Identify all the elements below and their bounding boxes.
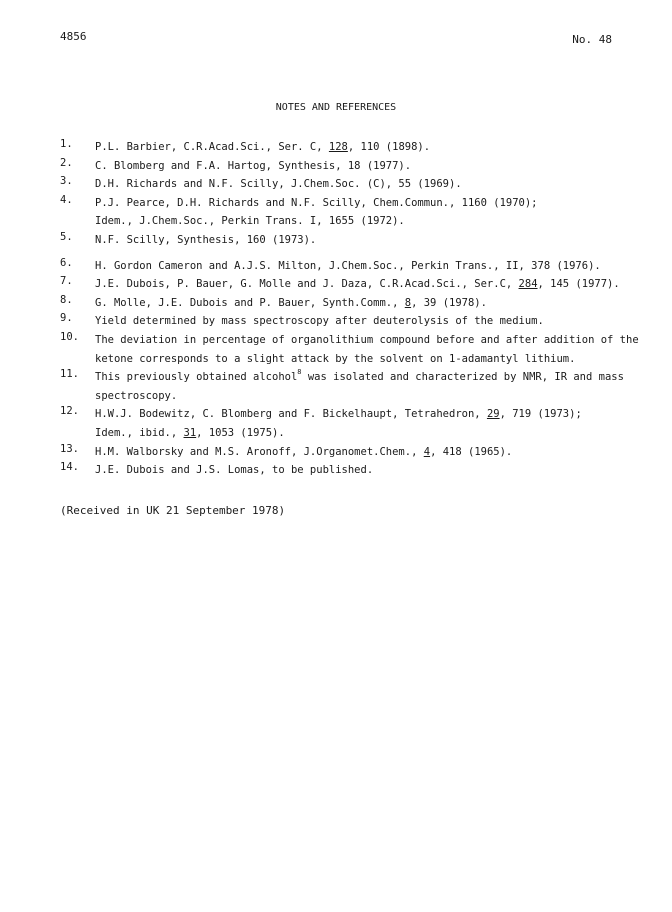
reference-line — [95, 405, 630, 424]
reference-text — [95, 231, 630, 250]
text-segment: J.E. Dubois and J.S. Lomas, to be published. — [95, 464, 374, 477]
reference-item — [60, 175, 630, 194]
received-note: (Received in UK 21 September 1978) — [60, 504, 286, 517]
volume-number: 31 — [183, 426, 197, 439]
reference-number: 9. — [60, 312, 73, 325]
section-heading: NOTES AND REFERENCES — [275, 102, 397, 113]
text-segment: , 719 (1973); — [499, 408, 582, 421]
reference-item — [60, 231, 630, 250]
reference-line — [95, 350, 639, 369]
reference-item — [60, 138, 630, 157]
text-segment: N.F. Scilly, Synthesis, 160 (1973). — [95, 233, 317, 246]
reference-item — [60, 257, 630, 276]
reference-item — [60, 330, 639, 368]
reference-text — [95, 368, 630, 405]
text-segment: C. Blomberg and F.A. Hartog, Synthesis, 18 (1977). — [95, 159, 412, 172]
reference-line — [95, 331, 639, 350]
text-segment: H.M. Walborsky and M.S. Aronoff, J.Organomet.Chem., — [95, 445, 424, 458]
text-segment: ketone corresponds to a slight attack by the solvent on 1-adamantyl lithium. — [95, 352, 576, 365]
text-segment: The deviation in percentage of organolithium compound before and after addition of the — [95, 333, 639, 346]
reference-text — [95, 461, 630, 480]
reference-line — [95, 138, 630, 157]
reference-text — [95, 331, 639, 368]
text-segment: J.E. Dubois, P. Bauer, G. Molle and J. Daza, C.R.Acad.Sci., Ser.C, — [95, 278, 519, 291]
reference-line — [95, 443, 630, 462]
text-segment: , 110 (1898). — [347, 141, 431, 153]
text-segment: This previously obtained alcohol — [95, 371, 298, 384]
reference-item — [60, 194, 630, 231]
reference-text — [95, 294, 630, 313]
reference-number: 6. — [60, 256, 73, 269]
reference-number: 14. — [60, 461, 79, 474]
reference-line — [95, 294, 630, 313]
text-segment: spectroscopy. — [95, 389, 178, 402]
reference-text — [95, 194, 630, 231]
text-segment: H. Gordon Cameron and A.J.S. Milton, J.Chem.Soc., Perkin Trans., II, 378 (1976). — [95, 259, 601, 272]
reference-line — [95, 175, 630, 194]
reference-item — [60, 312, 630, 331]
text-segment: , 145 (1977). — [537, 278, 620, 291]
reference-text — [95, 312, 630, 331]
reference-text — [95, 157, 630, 176]
reference-list — [60, 138, 639, 480]
reference-text — [95, 405, 630, 442]
volume-number: 128 — [328, 141, 348, 153]
reference-item — [60, 157, 630, 176]
text-segment: was isolated and characterized by NMR, IR and mass — [301, 371, 624, 384]
reference-item — [60, 461, 630, 480]
reference-line — [95, 424, 630, 443]
page-number: 4856 — [60, 30, 87, 43]
text-segment: P.J. Pearce, D.H. Richards and N.F. Scilly, Chem.Commun., 1160 (1970); — [95, 196, 538, 209]
reference-number: 12. — [60, 405, 79, 418]
reference-item — [60, 275, 630, 294]
reference-line — [95, 461, 630, 480]
footnote-marker: 8 — [297, 368, 302, 377]
reference-line — [95, 194, 630, 213]
reference-line — [95, 387, 630, 406]
reference-number: 11. — [60, 368, 79, 381]
reference-number: 13. — [60, 442, 79, 455]
reference-text — [95, 275, 630, 294]
reference-number: 4. — [60, 193, 73, 206]
volume-number: 29 — [486, 408, 500, 421]
reference-item — [60, 405, 630, 442]
text-segment: , 418 (1965). — [430, 445, 513, 458]
text-segment: H.W.J. Bodewitz, C. Blomberg and F. Bickelhaupt, Tetrahedron, — [95, 408, 487, 421]
reference-number: 7. — [60, 275, 73, 288]
reference-line — [95, 368, 630, 387]
reference-number: 3. — [60, 175, 73, 188]
reference-line — [95, 312, 630, 331]
text-segment: Idem., J.Chem.Soc., Perkin Trans. I, 1655 (1972). — [95, 215, 405, 228]
reference-item — [60, 368, 630, 405]
reference-line — [95, 157, 630, 176]
reference-number: 5. — [60, 230, 73, 243]
text-segment: , 1053 (1975). — [196, 426, 285, 439]
reference-number: 8. — [60, 293, 73, 306]
reference-number: 1. — [60, 138, 73, 150]
reference-item — [60, 294, 630, 313]
reference-item — [60, 443, 630, 462]
text-segment: G. Molle, J.E. Dubois and P. Bauer, Synth.Comm., — [95, 296, 405, 309]
reference-line — [95, 231, 630, 250]
reference-text — [95, 257, 630, 276]
issue-number: No. 48 — [572, 33, 612, 46]
text-segment: Idem., ibid., — [95, 426, 184, 439]
volume-number: 284 — [518, 278, 538, 291]
text-segment: D.H. Richards and N.F. Scilly, J.Chem.Soc. (C), 55 (1969). — [95, 178, 462, 191]
volume-number: 4 — [423, 445, 431, 458]
reference-line — [95, 275, 630, 294]
reference-text — [95, 175, 630, 194]
text-segment: Yield determined by mass spectroscopy after deuterolysis of the medium. — [95, 315, 544, 328]
volume-number: 8 — [404, 296, 412, 309]
reference-number: 10. — [60, 330, 79, 343]
reference-text — [95, 138, 630, 157]
reference-gap — [60, 250, 630, 257]
reference-line — [95, 257, 630, 276]
text-segment: P.L. Barbier, C.R.Acad.Sci., Ser. C, — [95, 141, 329, 153]
reference-text — [95, 443, 630, 462]
reference-number: 2. — [60, 156, 73, 169]
text-segment: , 39 (1978). — [411, 296, 487, 309]
reference-line — [95, 212, 630, 231]
